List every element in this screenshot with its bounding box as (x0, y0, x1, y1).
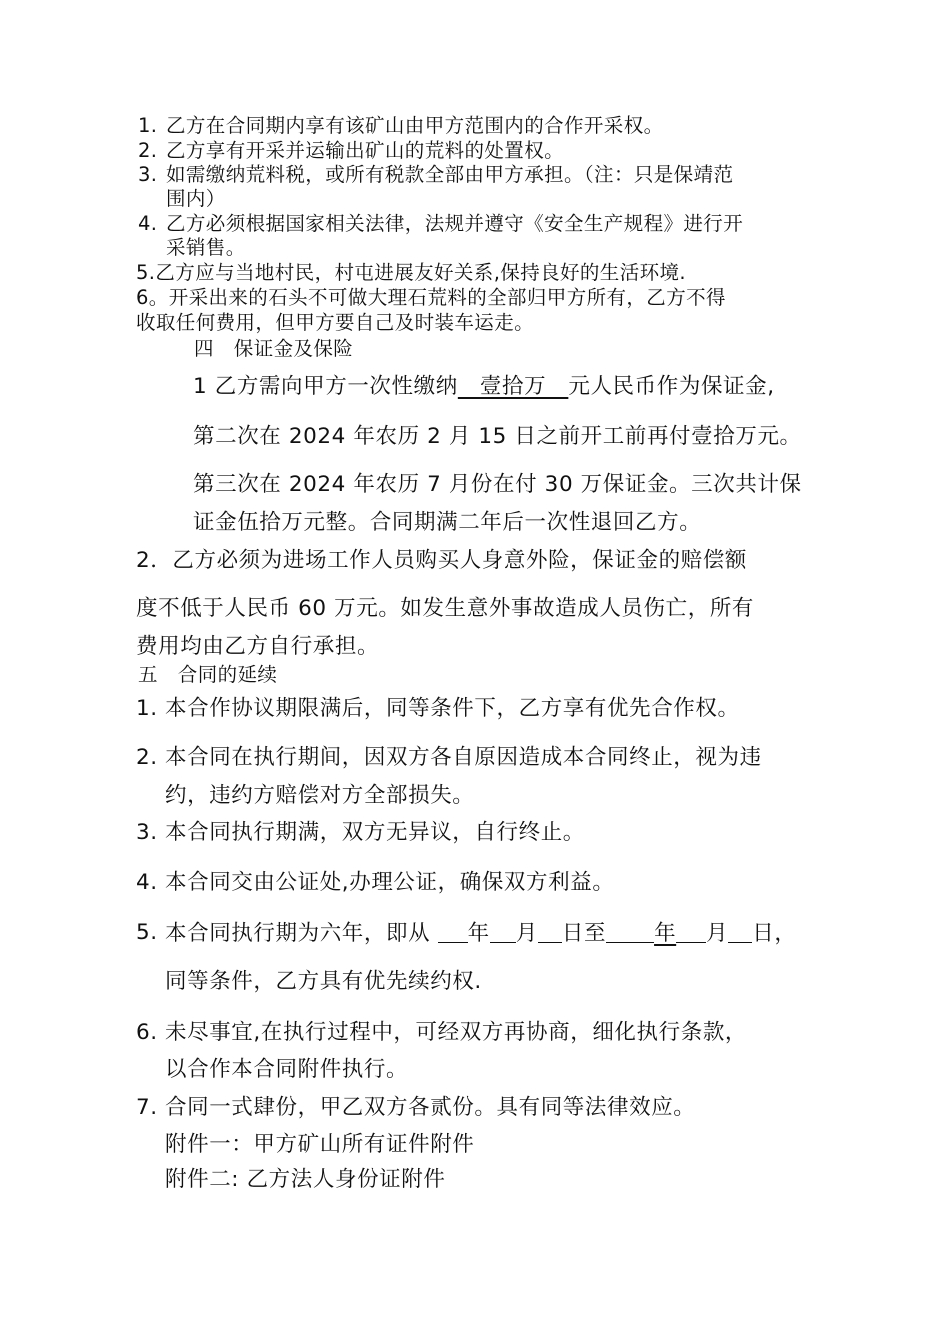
clause-text: 以合作本合同附件执行。 (165, 1057, 409, 1082)
clause-text: 采销售。 (166, 236, 246, 259)
term-line (165, 922, 796, 945)
section-heading: 五 合同的延续 (138, 663, 278, 686)
clause-text: 合同一式肆份，甲乙双方各贰份。具有同等法律效应。 (165, 1095, 696, 1120)
clause-text: 本合作协议期限满后，同等条件下，乙方享有优先合作权。 (165, 696, 740, 721)
list-number: 2. (136, 745, 158, 770)
deposit-amount: 壹拾万 (457, 374, 569, 399)
list-number: 3. (138, 163, 158, 186)
deposit-text: 元人民币作为保证金, (568, 374, 775, 399)
day-blank (728, 922, 752, 943)
day-label: 日至 (561, 921, 607, 946)
deposit-text: 1 乙方需向甲方一次性缴纳 (193, 374, 458, 399)
insurance-text: 度不低于人民币 60 万元。如发生意外事故造成人员伤亡，所有 (136, 596, 755, 621)
clause-text: 未尽事宜,在执行过程中，可经双方再协商，细化执行条款， (165, 1020, 748, 1045)
attachment-line: 附件一：甲方矿山所有证件附件 (165, 1132, 475, 1157)
deposit-paragraph-line (193, 376, 775, 398)
clause-text: 约，违约方赔偿对方全部损失。 (165, 783, 475, 808)
list-number: 7. (136, 1095, 158, 1120)
month-label: 月 (706, 921, 729, 946)
insurance-text: 费用均由乙方自行承担。 (136, 634, 380, 659)
clause-text: 如需缴纳荒料税，或所有税款全部由甲方承担。（注：只是保靖范 (166, 163, 734, 186)
attachment-line: 附件二: 乙方法人身份证附件 (165, 1167, 446, 1192)
year-label: 年 (654, 921, 677, 946)
list-number: 1. (136, 696, 158, 721)
list-number: 5. (136, 920, 158, 945)
year-blank (438, 922, 468, 943)
year-blank (606, 922, 654, 943)
list-number: 4. (138, 212, 158, 235)
day-label: 日， (752, 921, 797, 946)
clause-text: 乙方必须根据国家相关法律，法规并遵守《安全生产规程》进行开 (166, 212, 744, 235)
insurance-text: 2．乙方必须为进场工作人员购买人身意外险，保证金的赔偿额 (136, 548, 747, 573)
clause-text: 收取任何费用，但甲方要自己及时装车运走。 (136, 311, 535, 334)
clause-text: 本合同执行期满，双方无异议，自行终止。 (165, 820, 585, 845)
list-number: 1. (138, 114, 158, 137)
list-number: 4. (136, 870, 158, 895)
year-label: 年 (467, 921, 490, 946)
clause-text: 本合同交由公证处,办理公证，确保双方利益。 (165, 870, 615, 895)
clause-text: 乙方享有开采并运输出矿山的荒料的处置权。 (166, 139, 565, 162)
clause-text: 乙方在合同期内享有该矿山由甲方范围内的合作开采权。 (166, 114, 664, 137)
list-number: 2. (138, 139, 158, 162)
month-blank (676, 922, 706, 943)
clause-text: 同等条件，乙方具有优先续约权. (165, 969, 482, 994)
deposit-text: 证金伍拾万元整。合同期满二年后一次性退回乙方。 (193, 510, 702, 535)
deposit-text: 第三次在 2024 年农历 7 月份在付 30 万保证金。三次共计保 (193, 472, 802, 497)
deposit-text: 第二次在 2024 年农历 2 月 15 日之前开工前再付壹拾万元。 (193, 424, 802, 449)
month-blank (490, 922, 516, 943)
clause-text: 本合同执行期为六年，即从 (165, 921, 431, 946)
clause-text: 本合同在执行期间，因双方各自原因造成本合同终止，视为违 (165, 745, 762, 770)
month-label: 月 (515, 921, 538, 946)
clause-text: 围内） (166, 187, 226, 210)
list-number: 6. (136, 1020, 158, 1045)
clause-text: 6。开采出来的石头不可做大理石荒料的全部归甲方所有，乙方不得 (136, 286, 726, 309)
list-number: 3. (136, 820, 158, 845)
section-heading: 四 保证金及保险 (194, 337, 354, 360)
clause-text: 5.乙方应与当地村民，村屯进展友好关系,保持良好的生活环境. (136, 261, 687, 284)
day-blank (538, 922, 562, 943)
